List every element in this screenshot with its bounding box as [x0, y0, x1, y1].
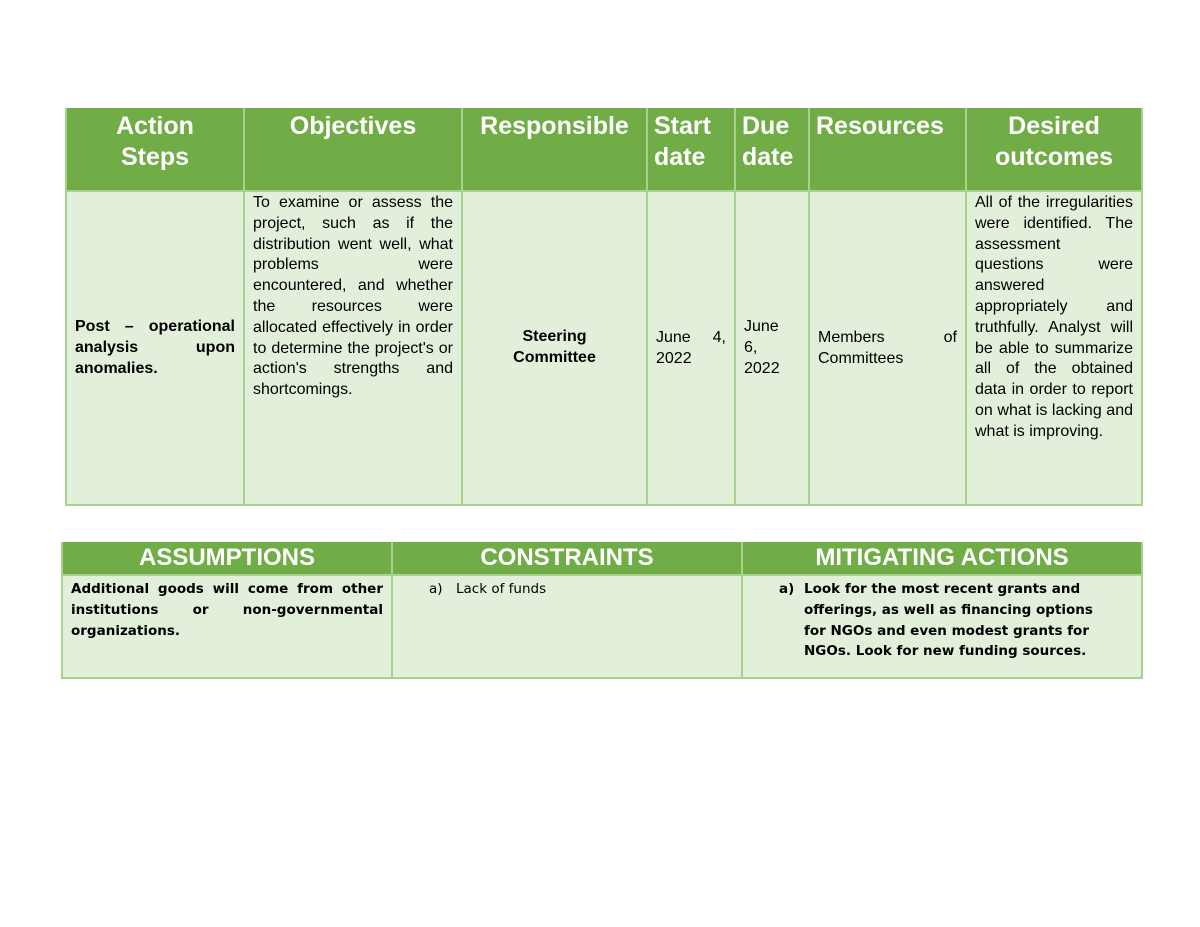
cell-mitigation [742, 575, 1142, 678]
amc-row [62, 575, 1142, 678]
cell-objectives: To examine or assess the project, such as if the distribution went well, what problems were encountered, and whether the resources were allocated effectively in order to determine the project's or action's strengths and shortcomings. [244, 191, 462, 505]
action-plan-table [65, 108, 1143, 506]
cell-desired-outcomes: All of the irregularities were identified. The assessment questions were answered appropriately and truthfully. Analyst will be able to summarize all of the obtained data in order to report on what is lacking and what is improving. [966, 191, 1142, 505]
header-start-date: Start date [647, 108, 735, 191]
mitigation-list-item [779, 579, 1133, 662]
header-assumptions: ASSUMPTIONS [62, 542, 392, 575]
header-responsible: Responsible [462, 108, 647, 191]
list-marker: a) [429, 581, 443, 597]
constraint-text: Lack of funds [456, 581, 547, 597]
cell-action-step: Post – operational analysis upon anomalies. [66, 191, 244, 505]
amc-header-row [62, 542, 1142, 575]
cell-responsible: Steering Committee [462, 191, 647, 505]
cell-assumption: Additional goods will come from other institutions or non-governmental organizations. [62, 575, 392, 678]
header-mitigating-actions: MITIGATING ACTIONS [742, 542, 1142, 575]
table-header-row [66, 108, 1142, 191]
header-resources: Resources [809, 108, 966, 191]
cell-constraint [392, 575, 742, 678]
header-constraints: CONSTRAINTS [392, 542, 742, 575]
cell-resources: Members of Committees [809, 191, 966, 505]
cell-due-date: June 6, 2022 [735, 191, 809, 505]
list-marker: a) [779, 581, 795, 597]
header-desired-outcomes: Desired outcomes [966, 108, 1142, 191]
mitigation-text: Look for the most recent grants and offerings, as well as financing options for NGOs and even modest grants for NGOs. Look for new funding sources. [804, 581, 1093, 660]
cell-start-date: June 4, 2022 [647, 191, 735, 505]
header-due-date: Due date [735, 108, 809, 191]
constraint-list-item [429, 579, 733, 600]
header-objectives: Objectives [244, 108, 462, 191]
header-action-steps: Action Steps [66, 108, 244, 191]
table-row [66, 191, 1142, 505]
assumptions-constraints-table [61, 542, 1143, 679]
